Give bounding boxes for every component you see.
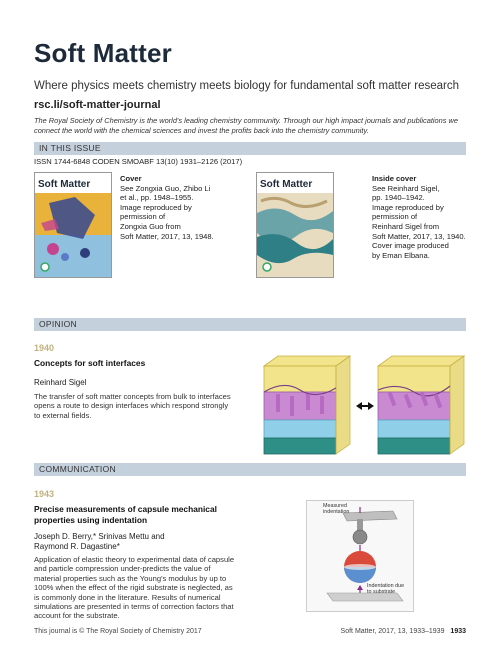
inside-cover-caption-line: Reinhard Sigel from bbox=[372, 221, 440, 231]
figure-arrow bbox=[356, 402, 374, 410]
communication-abstract-line: and particle compression under-predicts the value of bbox=[34, 564, 211, 574]
opinion-authors: Reinhard Sigel bbox=[34, 378, 87, 387]
inside-cover-masthead: Soft Matter bbox=[260, 179, 313, 190]
section-bar-opinion: OPINION bbox=[34, 318, 466, 331]
inside-cover-caption-line: See Reinhard Sigel, bbox=[372, 183, 440, 193]
communication-abstract-line: material properties such as the Young's modulus by up to bbox=[34, 573, 227, 583]
inside-cover-image[interactable] bbox=[256, 172, 334, 278]
figure-label-substrate-line: Indentation due bbox=[367, 583, 405, 589]
cover-image[interactable] bbox=[34, 172, 112, 278]
cover-caption-line: Image reproduced by bbox=[120, 202, 192, 212]
cover-artwork bbox=[35, 193, 111, 277]
section-bar-in-this-issue: IN THIS ISSUE bbox=[34, 142, 466, 155]
inside-cover-caption-line: permission of bbox=[372, 212, 418, 222]
rsc-description: The Royal Society of Chemistry is the world's leading chemistry community. Through our high impact journals and publications we connect the world with the chemical sciences and invest the profits back into the chemistry community. bbox=[34, 116, 458, 135]
inside-cover-caption-title: Inside cover bbox=[372, 174, 417, 183]
communication-authors-line: Joseph D. Berry,* Srinivas Mettu and bbox=[34, 532, 165, 541]
communication-abstract-line: simulations are presented in terms of correction factors that bbox=[34, 602, 234, 612]
inside-cover-caption-line: Soft Matter, 2017, 13, 1940. bbox=[372, 231, 466, 241]
cover-caption-line: Zongxia Guo from bbox=[120, 221, 181, 231]
inside-cover-caption-line: Image reproduced by bbox=[372, 202, 444, 212]
communication-page-number: 1943 bbox=[34, 489, 55, 499]
communication-article-title[interactable] bbox=[34, 504, 217, 525]
figure-box-right bbox=[378, 356, 464, 454]
cover-caption-title: Cover bbox=[120, 174, 142, 183]
communication-title-line: properties using indentation bbox=[34, 514, 148, 525]
inside-cover-artwork bbox=[257, 193, 333, 277]
communication-abstract-line: account for the substrate. bbox=[34, 611, 120, 621]
footer-page-number: 1933 bbox=[450, 628, 466, 635]
inside-cover-caption bbox=[372, 174, 466, 260]
footer-citation bbox=[300, 628, 466, 635]
communication-abstract-line: Application of elastic theory to experimental data of capsule bbox=[34, 555, 235, 564]
opinion-abstract bbox=[34, 392, 231, 420]
cover-caption-line: permission of bbox=[120, 212, 166, 222]
cover-caption bbox=[120, 174, 214, 241]
communication-authors bbox=[34, 532, 165, 552]
opinion-abstract-line: to external fields. bbox=[34, 410, 92, 420]
cover-caption-line: et al., pp. 1948–1955. bbox=[120, 193, 194, 203]
section-bar-communication: COMMUNICATION bbox=[34, 463, 466, 476]
inside-cover-caption-line: pp. 1940–1942. bbox=[372, 193, 425, 203]
figure-label-measured bbox=[323, 503, 349, 515]
journal-url-link[interactable]: rsc.li/soft-matter-journal bbox=[34, 99, 161, 111]
opinion-abstract-line: The transfer of soft matter concepts from bulk to interfaces bbox=[34, 392, 231, 401]
figure-box-left bbox=[264, 356, 350, 454]
opinion-abstract-line: opens a route to design interfaces which respond strongly bbox=[34, 401, 229, 411]
communication-abstract-line: is commonly done in the literature. Results of numerical bbox=[34, 592, 221, 602]
figure-label-substrate-line: to substrate bbox=[367, 589, 396, 596]
cover-caption-line: Soft Matter, 2017, 13, 1948. bbox=[120, 231, 214, 241]
issn-line: ISSN 1744-6848 CODEN SMOABF 13(10) 1931–2126 (2017) bbox=[34, 157, 243, 166]
footer-citation-text: Soft Matter, 2017, 13, 1933–1939 bbox=[340, 628, 445, 635]
opinion-article-title[interactable]: Concepts for soft interfaces bbox=[34, 358, 146, 368]
communication-authors-line: Raymond R. Dagastine* bbox=[34, 542, 120, 551]
communication-abstract-line: 100% when the effect of the rigid substrate is neglected, as bbox=[34, 583, 233, 593]
communication-title-line: Precise measurements of capsule mechanical bbox=[34, 504, 217, 514]
journal-title: Soft Matter bbox=[34, 38, 172, 68]
footer-copyright: This journal is © The Royal Society of Chemistry 2017 bbox=[34, 628, 202, 635]
cover-caption-line: See Zongxia Guo, Zhibo Li bbox=[120, 183, 211, 193]
opinion-page-number: 1940 bbox=[34, 343, 55, 353]
figure-label-substrate bbox=[367, 583, 404, 595]
opinion-figure bbox=[260, 352, 466, 460]
inside-cover-caption-line: Cover image produced bbox=[372, 241, 449, 251]
figure-label-measured-line: indentation bbox=[323, 509, 350, 516]
journal-tagline: Where physics meets chemistry meets biology for fundamental soft matter research bbox=[34, 80, 460, 92]
cover-masthead: Soft Matter bbox=[38, 179, 91, 190]
inside-cover-caption-line: by Eman Elbana. bbox=[372, 250, 430, 260]
figure-label-measured-line: Measured bbox=[323, 503, 347, 509]
communication-abstract bbox=[34, 555, 234, 621]
communication-figure bbox=[306, 500, 414, 612]
